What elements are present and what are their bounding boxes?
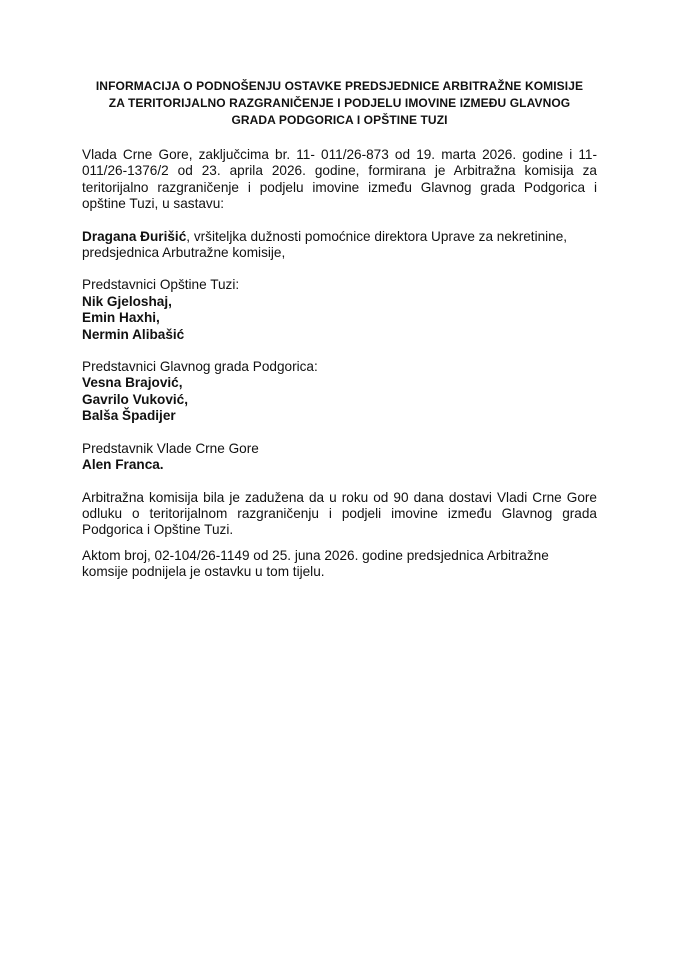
document-title: [82, 78, 597, 129]
member-name: Nik Gjeloshaj,: [82, 293, 172, 309]
member-name: Balša Špadijer: [82, 408, 176, 424]
group-tuzi: [82, 277, 597, 343]
member-name: Alen Franca.: [82, 457, 164, 473]
group-heading: Predstavnici Glavnog grada Podgorica:: [82, 359, 318, 375]
task-paragraph: Arbitražna komisija bila je zadužena da u roku od 90 dana dostavi Vladi Crne Gore odluku o teritorijalnom razgraničenju i podjeli imovine između Glavnog grada Podgorica i Opštine Tuzi.: [82, 489, 597, 538]
resignation-paragraph: Aktom broj, 02-104/26-1149 od 25. juna 2026. godine predsjednica Arbitražne komsije podnijela je ostavku u tom tijelu.: [82, 547, 549, 580]
title-line-1: INFORMACIJA O PODNOŠENJU OSTAVKE PREDSJEDNICE ARBITRAŽNE KOMISIJE: [95, 79, 584, 93]
member-name: Emin Haxhi,: [82, 310, 160, 326]
group-podgorica: [82, 359, 597, 425]
intro-paragraph: Vlada Crne Gore, zaključcima br. 11- 011/26-873 od 19. marta 2026. godine i 11-011/26-1376/2 od 23. aprila 2026. godine, formirana je Arbitražna komisija za teritorijalno razgraničenje i podjelu imovine između Glavnog grada Podgorica i opštine Tuzi, u sastavu:: [82, 147, 597, 212]
chair-role: , vršiteljka dužnosti pomoćnice direktora Uprave za nekretinine, predsjednica Arbutražne komisije,: [82, 228, 568, 261]
member-name: Vesna Brajović,: [82, 375, 183, 391]
title-line-2: ZA TERITORIJALNO RAZGRANIČENJE I PODJELU IMOVINE IZMEĐU GLAVNOG: [108, 96, 571, 110]
member-name: Gavrilo Vuković,: [82, 391, 189, 407]
group-government: [82, 441, 597, 474]
group-heading: Predstavnik Vlade Crne Gore: [82, 440, 259, 456]
group-heading: Predstavnici Opštine Tuzi:: [82, 277, 240, 293]
member-name: Nermin Alibašić: [82, 326, 185, 342]
title-line-3: GRADA PODGORICA I OPŠTINE TUZI: [231, 113, 448, 127]
chair-paragraph: [82, 229, 597, 262]
chair-name: Dragana Đurišić: [82, 228, 187, 244]
